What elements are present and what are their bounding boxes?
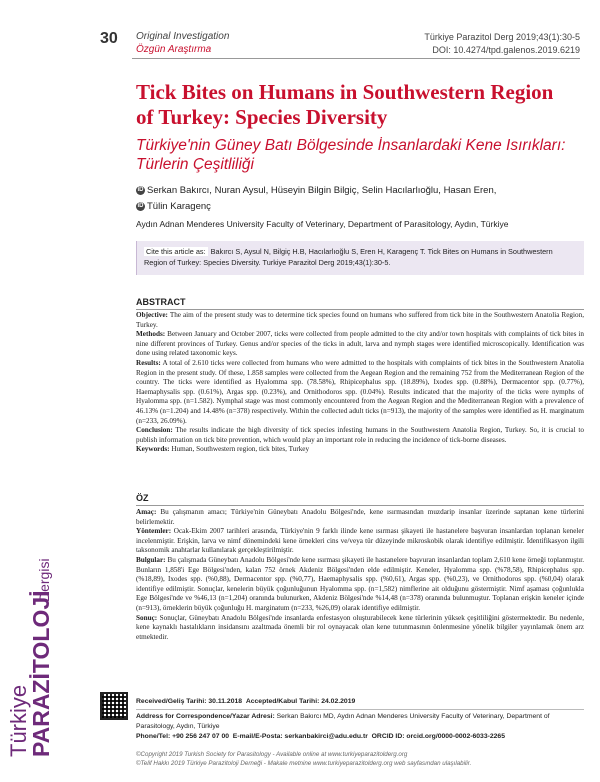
oz-yontem: Yöntemler: Ocak-Ekim 2007 tarihleri arasında, Türkiye'nin 9 farklı ilinde kene ısırması şikayeti ile hastanelere başvuran insanlardan toplanan keneler incelenmiştir. Erişkin, larva ve nimf dönemindeki kene örnekleri cins ve/veya tür düzeyinde mikroskobik olarak identifiye edilmiştir. İdentifikasyon ilgili taksonomik anahtarlar kullanılarak gerçekleştirilmiştir. (136, 527, 584, 555)
correspondence: Address for Correspondence/Yazar Adresi: Serkan Bakırcı MD, Aydın Adnan Menderes University Faculty of Veterinary, Department of Parasitology, Aydın, Türkiye (136, 713, 550, 730)
doi-link[interactable]: DOI: 10.4274/tpd.galenos.2019.6219 (432, 45, 580, 55)
dates: Received/Geliş Tarihi: 30.11.2018 Accepted/Kabul Tarihi: 24.02.2019 (136, 698, 356, 705)
abstract-objective: Objective: The aim of the present study was to determine tick species found on humans who suffered from tick bite in the Southwestern Anatolia Region, Turkey. (136, 311, 584, 329)
email-link[interactable]: E-mail/E-Posta: serkanbakirci@adu.edu.tr (232, 733, 368, 740)
abstract-keywords: Keywords: Human, Southwestern region, tick bites, Turkey (136, 445, 310, 454)
abstract-body (136, 311, 584, 455)
copyright: ©Copyright 2019 Turkish Society for Parasitology - Available online at www.turkiyeparazitolderg.org ©Telif Hakkı 2019 Türkiye Parazitoloji Derneği - Makale metnine www.turkiyeparazitolderg.org web sayfasından ulaşılabilir. (136, 751, 472, 767)
header-divider (132, 58, 580, 59)
article-type (136, 31, 229, 55)
affiliation: Aydın Adnan Menderes University Faculty of Veterinary, Department of Parasitology, Aydın, Türkiye (136, 219, 509, 229)
article-title-en: Tick Bites on Humans in Southwestern Region of Turkey: Species Diversity (136, 80, 554, 129)
journal-side-logo (6, 482, 76, 762)
side-line1: Türkiye (6, 684, 31, 757)
citation-line: Türkiye Parazitol Derg 2019;43(1):30-5 (424, 32, 580, 42)
oz-bulgu: Bulgular: Bu çalışmada Güneybatı Anadolu Bölgesi'nde kene ısırması şikayeti ile hastanelere başvuran insanlardan toplam 2,610 kene örneği toplanmıştır. Bunların 1,858'i Ege Bölgesi'nden, kalan 752 örnek Akdeniz Bölgesi'nden elde edilmiştir. Keneler, Hyalomma spp. (%78,58), Rhipicephalus spp. (%18,89), Ixodes spp. (%0,88), Dermacentor spp. (%0,77), Haemaphysalis spp. (%0,61), Argas spp. (%0,23), ve Ornithodoros spp. (%0,04) olarak identifiye edilmiştir. Sonuçlar, kenelerin büyük çoğunluğunun Hyalomma spp. (n=1,582) nimflerine ait olduğunu göstermiştir. Nimf aşaması çoğunlukla Ege Bölgesi'nde ve %46,13 (n=1,204) oranında bulunurken, Akdeniz Bölgesi'nde %14,48 (n=378) oranında bulunmuştur. Toplanan erişkin keneler içinde (n=913), örneklerin büyük çoğunluğu H. marginatum (n=233, %26,09) olarak identifiye edilmiştir. (136, 555, 585, 612)
journal-citation (424, 31, 580, 57)
abstract-conclusion: Conclusion: The results indicate the high diversity of tick species infesting humans in the Southwestern Anatolia Region, Turkey. So, it is crucial to publish information on tick bite prevention, which would play an important role in reducing the incidence of tick-borne diseases. (136, 426, 584, 444)
cite-label: Cite this article as: (146, 247, 206, 256)
oz-heading: ÖZ (136, 493, 584, 506)
oz-amac: Amaç: Bu çalışmanın amacı; Türkiye'nin Güneybatı Anadolu Bölgesi'nde, kene ısırmasından muzdarip insanlar üzerinde saptanan kene türlerini belirlemektir. (136, 508, 585, 526)
article-type-en: Original Investigation (136, 31, 230, 42)
article-title-tr: Türkiye'nin Güney Batı Bölgesinde İnsanlardaki Kene Isırıkları: Türlerin Çeşitliliği (136, 137, 566, 173)
article-type-tr: Özgün Araştırma (136, 44, 212, 55)
oz-body (136, 508, 584, 642)
orcid-link[interactable]: ORCID ID: orcid.org/0000-0002-6033-2265 (371, 733, 505, 740)
orcid-icon[interactable]: iD (137, 202, 144, 209)
author-list (136, 183, 576, 215)
footer-divider (136, 709, 584, 710)
abstract-results: Results: A total of 2.610 ticks were collected from humans who were admitted to the hospitals with complaints of tick bites in the Southwestern Anatolia Region in the present study. Of these, 1.858 samples were collected from the Aegean Region and the remaining 752 from the Mediterranean Region of the country. The ticks were identified as Hyalomma spp. (78.58%), Rhipicephalus spp. (18.89%), Ixodes spp. (0.88%), Dermacentor spp. (0.77%), Haemaphysalis spp. (0.61%), Argas spp. (0.23%), and Ornithodoros spp. (0.04%). Results indicated that the majority of the ticks were nymphs of Hyalomma spp. (n=1.582). Nymphal stage was most commonly encountered from the Aegean Region and the Mediterranean Region with a prevalence of 46.13% (n=1.204) and 14.48% (n=378) respectively. Within the collected adult ticks (n=913), the majority of the samples were identified as H. marginatum (n=233, 26.09%). (136, 358, 584, 425)
oz-sonuc: Sonuç: Sonuçlar, Güneybatı Anadolu Bölgesi'nde insanlarda enfestasyon oluşturabilecek kene türlerinin yüksek çeşitliliğini göstermektedir. Bu nedenle, kene kaynaklı hastalıkların insidansını azaltmada önemli bir rol oynayacak olan kene tutunmasının önlenmesine yönelik bilgiler yayınlamak önem arz etmektedir. (136, 613, 584, 641)
abstract-methods: Methods: Between January and October 2007, ticks were collected from people admitted to the city and/or town hospitals with complaints of tick bites in nine different provinces of Turkey. Genus and/or species of the ticks in adult, larva and nymph stages were identified microscopically. Identification was done using related taxonomic keys. (136, 330, 584, 358)
contact-line: Phone/Tel: +90 256 247 07 00 E-mail/E-Posta: serkanbakirci@adu.edu.tr ORCID ID: orcid.org/0000-0002-6033-2265 (136, 733, 505, 740)
side-line3: Dergisi (36, 558, 52, 602)
authors-line-2: iD Tülin Karagenç (137, 201, 211, 212)
cite-box (136, 241, 584, 275)
authors-line-1: iD Serkan Bakırcı, Nuran Aysul, Hüseyin Bilgin Bilgiç, Selin Hacılarlıoğlu, Hasan Eren, (137, 185, 497, 196)
orcid-icon[interactable]: iD (137, 186, 144, 193)
journal-side-band (0, 0, 125, 782)
abstract-heading: ABSTRACT (136, 297, 584, 310)
page-number: 30 (100, 30, 118, 47)
cite-text: Bakırcı S, Aysul N, Bilgiç H.B, Hacılarlıoğlu S, Eren H, Karagenç T. Tick Bites on Humans in Southwestern Region of Turkey: Species Diversity. Turkiye Parazitol Derg 2019;43(1):30-5. (144, 247, 553, 267)
side-line2: PARAZİTOLOJİ (28, 590, 54, 757)
qr-code[interactable] (100, 692, 128, 720)
